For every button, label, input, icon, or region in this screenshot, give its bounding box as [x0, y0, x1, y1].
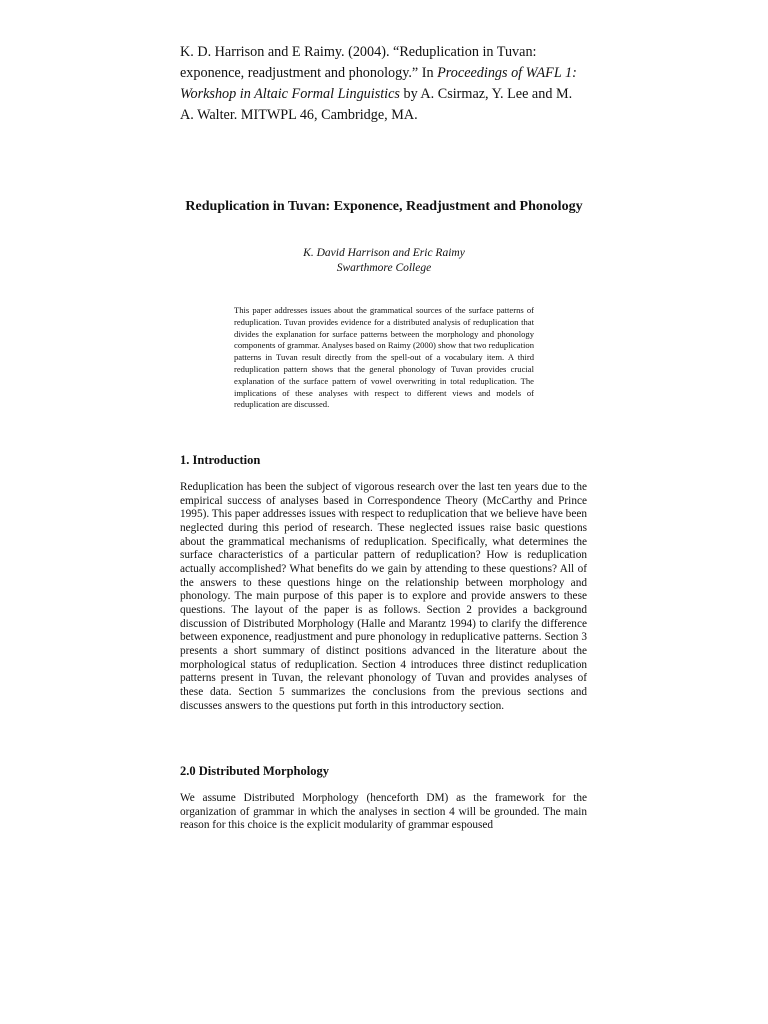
citation-text: K. D. Harrison and E Raimy. (2004). “Reduplication in Tuvan: exponence, readjustment and phonology.” In	[180, 44, 537, 81]
abstract	[234, 305, 534, 411]
author-names: K. David Harrison and Eric Raimy	[303, 247, 465, 259]
citation-proceedings-title: Proceedings of WAFL 1: Workshop in Altaic Formal Linguistics	[180, 65, 577, 102]
citation-header	[180, 42, 580, 126]
author-affiliation: Swarthmore College	[336, 262, 432, 274]
paragraph: We assume Distributed Morphology (henceforth DM) as the framework for the organization of grammar in which the analyses in section 4 will be grounded. The main reason for this choice is the explicit modularity of grammar espoused	[180, 792, 587, 832]
abstract-text: This paper addresses issues about the grammatical sources of the surface patterns of reduplication. Tuvan provides evidence for a distributed analysis of reduplication that divides the explanation for surface patterns between the morphology and phonology components of grammar. Analyses based on Raimy (2000) show that two reduplication patterns in Tuvan result directly from the spell-out of a vocabulary item. A third reduplication pattern shows that the general phonology of Tuvan provides crucial explanation of the surface pattern of vowel overwriting in total reduplication. The implications of these analyses with respect to different views and models of reduplication are discussed.	[234, 305, 534, 410]
section-heading-introduction: 1. Introduction	[180, 453, 261, 467]
author-block	[185, 246, 583, 276]
citation-text-end: by A. Csirmaz, Y. Lee and M. A. Walter. MITWPL 46, Cambridge, MA.	[180, 86, 573, 123]
paragraph: Reduplication has been the subject of vigorous research over the last ten years due to the empirical success of analyses based in Correspondence Theory (McCarthy and Prince 1995). This paper addresses issues with respect to reduplication that we believe have been neglected during this period of research. These neglected issues raise basic questions about the grammatical mechanisms of reduplication. Specifically, what determines the surface characteristics of a particular pattern of reduplication? How is reduplication actually accomplished? What benefits do we gain by attending to these questions? All of the answers to these questions hinge on the relationship between morphology and phonology. The main purpose of this paper is to explore and provide answers to these questions. The layout of the paper is as follows. Section 2 provides a background discussion of Distributed Morphology (Halle and Marantz 1994) to clarify the difference between exponence, readjustment and pure phonology in reduplicative patterns. Section 3 presents a short summary of distinct positions advanced in the literature about the morphological status of reduplication. Section 4 introduces three distinct reduplication patterns present in Tuvan, the relevant phonology of Tuvan and provides analyses of these data. Section 5 summarizes the conclusions from the previous sections and discusses answers to the questions put forth in this introductory section.	[180, 481, 587, 712]
section-body-distributed-morphology	[180, 792, 587, 833]
paper-title: Reduplication in Tuvan: Exponence, Readjustment and Phonology	[185, 199, 583, 214]
section-body-introduction	[180, 481, 587, 713]
section-heading-distributed-morphology: 2.0 Distributed Morphology	[180, 764, 329, 778]
